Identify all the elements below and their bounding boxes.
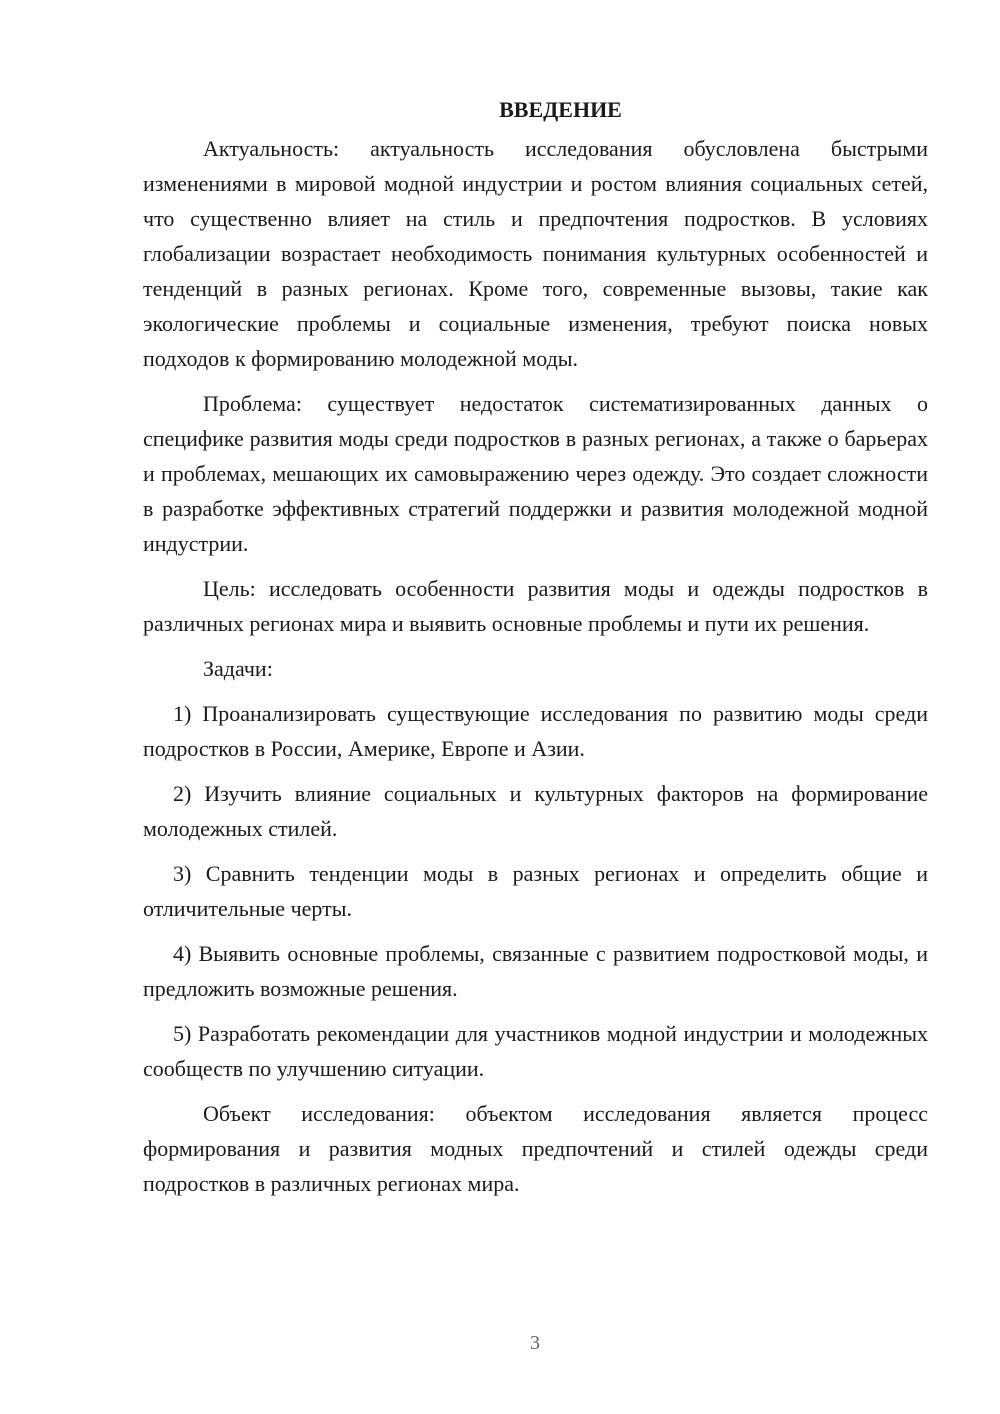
- tasks-heading: Задачи:: [203, 656, 273, 681]
- task-item-3: 3) Сравнить тенденции моды в разных регионах и определить общие и отличительные черты.: [143, 861, 928, 921]
- document-page: [143, 92, 928, 1211]
- paragraph-object: Объект исследования: объектом исследования является процесс формирования и развития модных предпочтений и стилей одежды среди подростков в различных регионах мира.: [143, 1101, 928, 1196]
- section-title: ВВЕДЕНИЕ: [499, 97, 622, 122]
- paragraph-problem: Проблема: существует недостаток систематизированных данных о специфике развития моды среди подростков в разных регионах, а также о барьерах и проблемах, мешающих их самовыражению через одежду. Это создает сложности в разработке эффективных стратегий поддержки и развития молодежной модной индустрии.: [143, 391, 928, 556]
- page-number: 3: [530, 1332, 540, 1354]
- task-item-5: 5) Разработать рекомендации для участников модной индустрии и молодежных сообществ по улучшению ситуации.: [143, 1021, 928, 1081]
- paragraph-goal: Цель: исследовать особенности развития моды и одежды подростков в различных регионах мира и выявить основные проблемы и пути их решения.: [143, 576, 928, 636]
- task-item-4: 4) Выявить основные проблемы, связанные с развитием подростковой моды, и предложить возможные решения.: [143, 941, 928, 1001]
- task-item-1: 1) Проанализировать существующие исследования по развитию моды среди подростков в России, Америке, Европе и Азии.: [143, 701, 928, 761]
- task-item-2: 2) Изучить влияние социальных и культурных факторов на формирование молодежных стилей.: [143, 781, 928, 841]
- paragraph-relevance: Актуальность: актуальность исследования обусловлена быстрыми изменениями в мировой модной индустрии и ростом влияния социальных сетей, что существенно влияет на стиль и предпочтения подростков. В условиях глобализации возрастает необходимость понимания культурных особенностей и тенденций в разных регионах. Кроме того, современные вызовы, такие как экологические проблемы и социальные изменения, требуют поиска новых подходов к формированию молодежной моды.: [143, 136, 928, 371]
